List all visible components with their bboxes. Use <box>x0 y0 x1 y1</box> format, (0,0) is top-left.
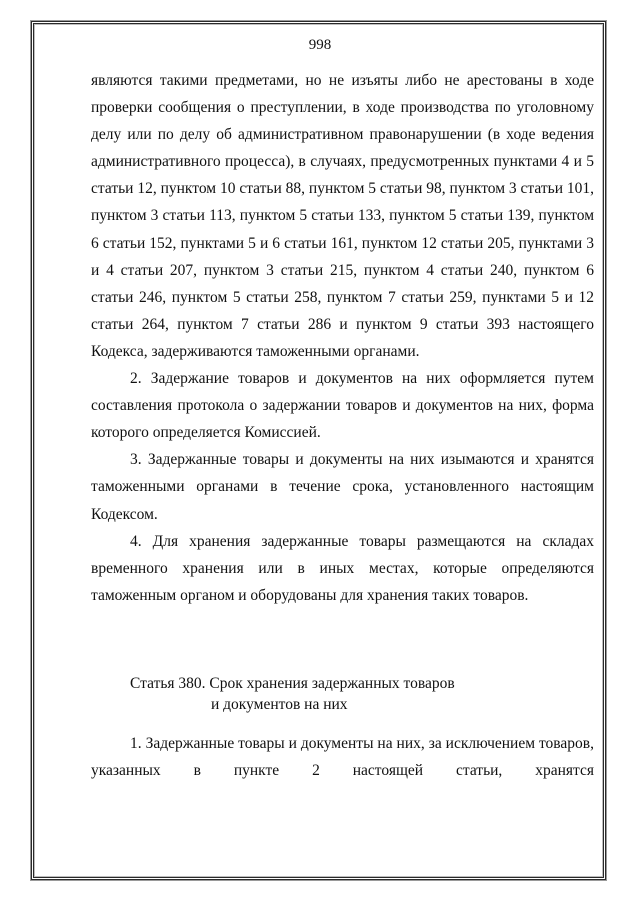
article-heading-line1: Статья 380. Срок хранения задержанных товаров <box>130 675 455 692</box>
paragraph-item-4: 4. Для хранения задержанные товары размещаются на складах временного хранения или в иных местах, которые определяются таможенным органом и оборудованы для хранения таких товаров. <box>91 532 594 604</box>
paragraph-continuation: являются такими предметами, но не изъяты либо не арестованы в ходе проверки сообщения о преступлении, в ходе производства по уголовному делу или по делу об административном правонарушении (в ходе ведения административного процесса), в случаях, предусмотренных пунктами 4 и 5 статьи 12, пунктом 10 статьи 88, пунктом 5 статьи 98, пунктом 3 статьи 101, пунктом 3 статьи 113, пунктом 5 статьи 133, пунктом 5 статьи 139, пунктом 6 статьи 152, пунктами 5 и 6 статьи 161, пунктом 12 статьи 205, пунктами 3 и 4 статьи 207, пунктом 3 статьи 215, пунктом 4 статьи 240, пунктом 6 статьи 246, пунктом 5 статьи 258, пунктом 7 статьи 259, пунктами 5 и 12 статьи 264, пунктом 7 статьи 286 и пунктом 9 статьи 393 настоящего Кодекса, задерживаются таможенными органами. <box>91 72 594 360</box>
article-paragraph-1: 1. Задержанные товары и документы на них, за исключением товаров, указанных в пункте 2 настоящей статьи, хранятся <box>91 735 594 780</box>
article-body <box>91 730 594 784</box>
paragraph-item-2: 2. Задержание товаров и документов на них оформляется путем составления протокола о задержании товаров и документов на них, форма которого определяется Комиссией. <box>91 370 594 442</box>
article-heading-line2: и документов на них <box>211 696 348 713</box>
article-heading <box>130 673 455 715</box>
page-number: 998 <box>308 37 332 53</box>
document-body <box>91 67 594 609</box>
paragraph-item-3: 3. Задержанные товары и документы на них изымаются и хранятся таможенными органами в течение срока, установленного настоящим Кодексом. <box>91 451 594 523</box>
